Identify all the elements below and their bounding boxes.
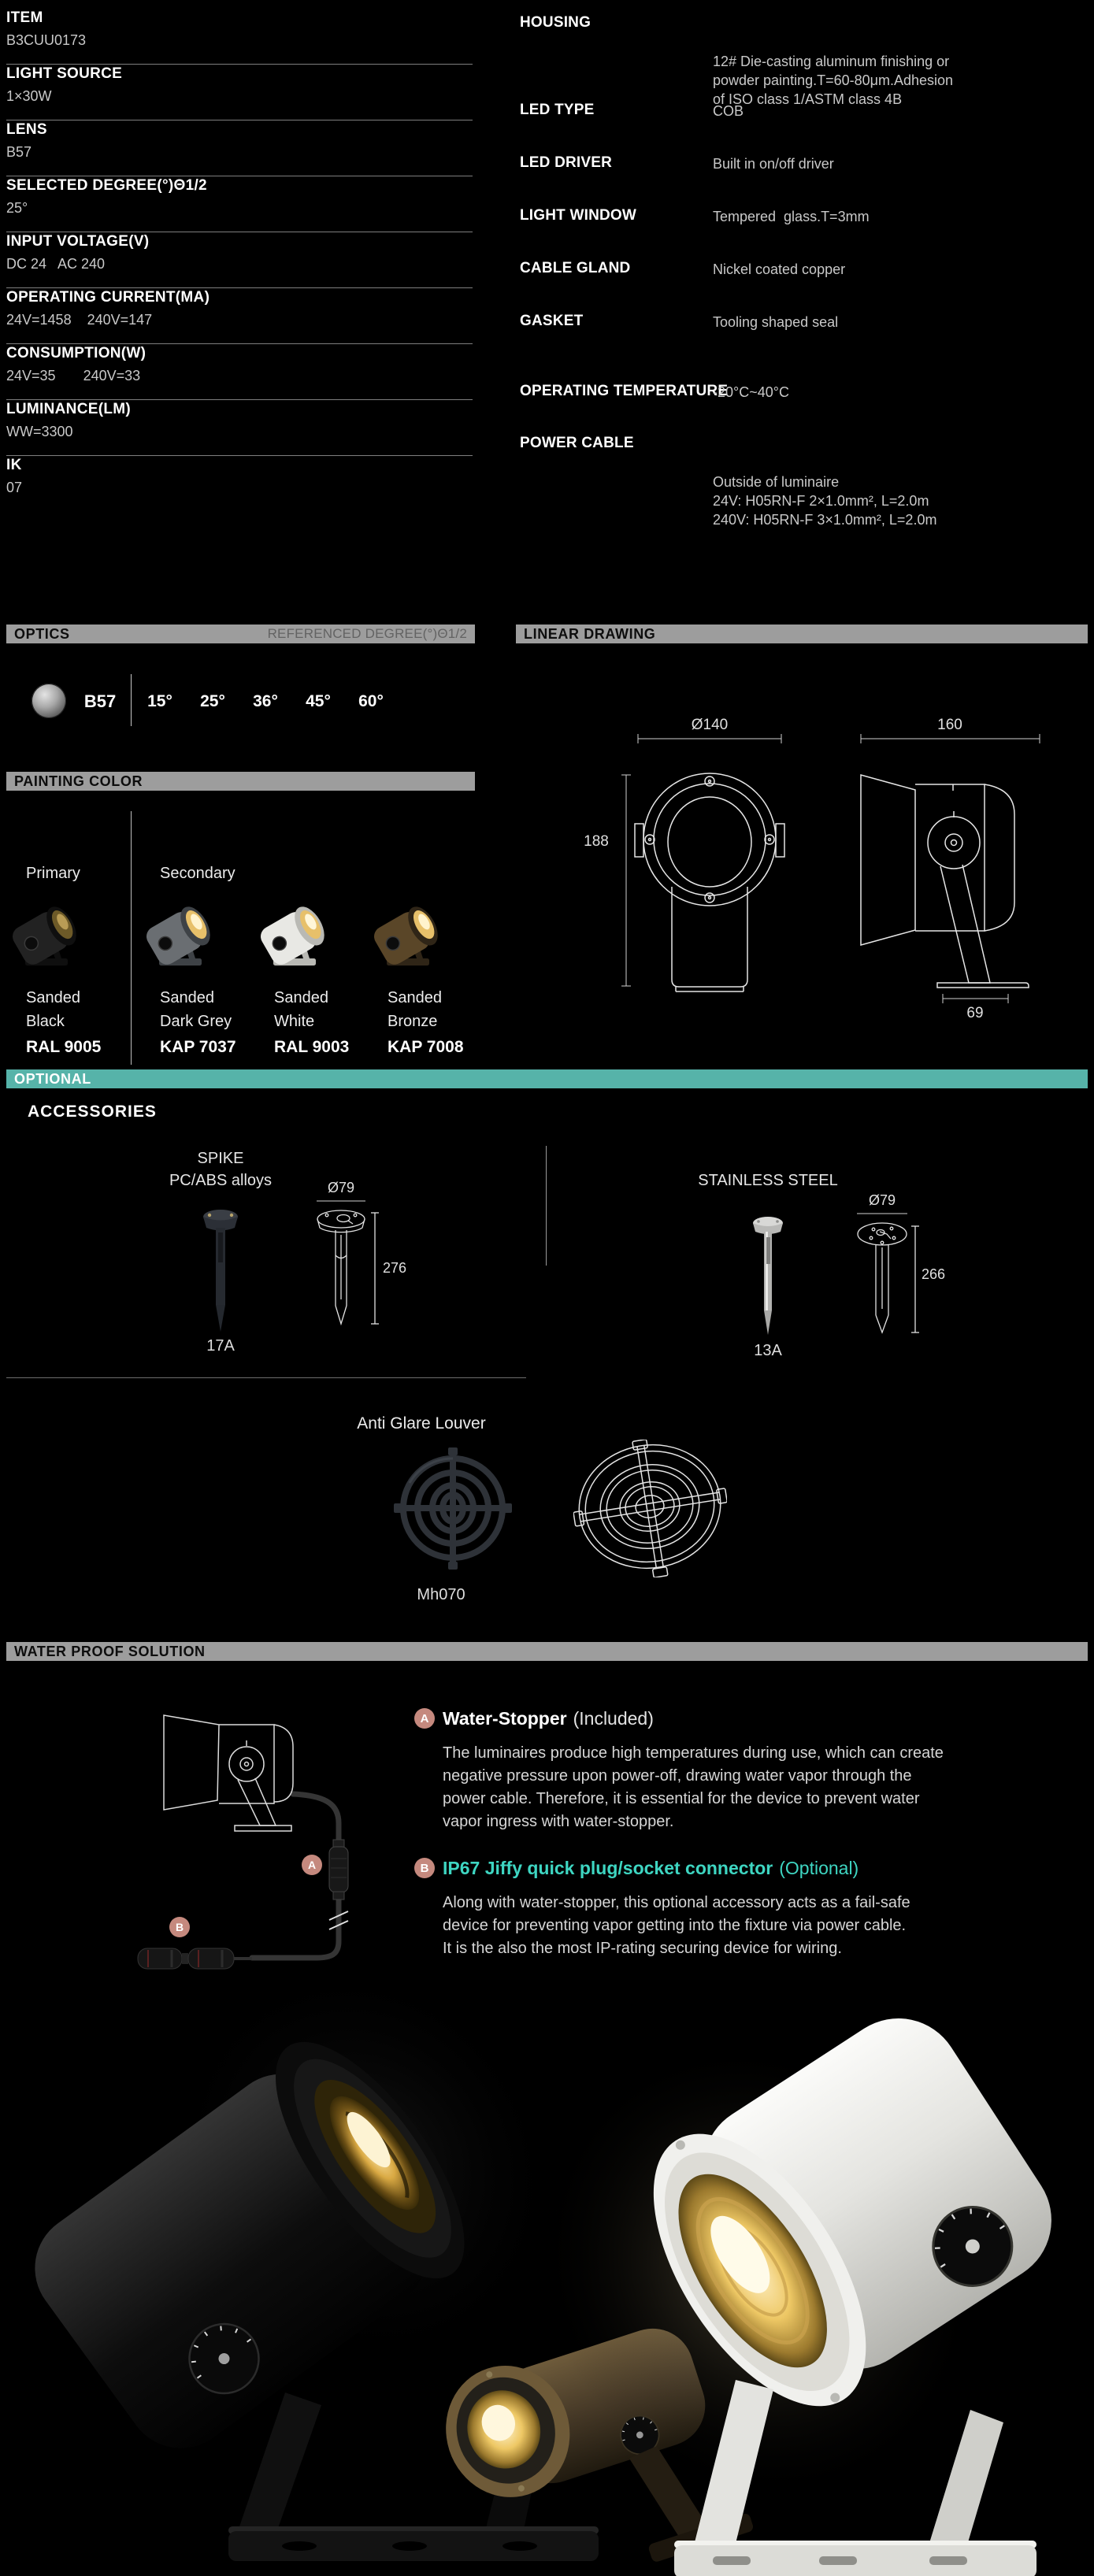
spike-code: 17A (206, 1337, 235, 1355)
spec-row-luminance (6, 399, 473, 456)
spec-label: OPERATING CURRENT(MA) (6, 289, 210, 306)
spec-value: Built in on/off driver (713, 156, 834, 172)
spec-label: POWER CABLE (520, 435, 634, 451)
louver-divider-line (6, 1377, 526, 1378)
spec-row-selected-degree (6, 176, 473, 232)
spec-label: OPERATING TEMPERATURE (520, 383, 729, 399)
water-stopper (329, 1840, 348, 1900)
spike-photo (201, 1207, 240, 1337)
sanded-dark-grey-product-image (140, 892, 227, 979)
paint-code: KAP 7008 (388, 1038, 464, 1056)
spike-drawing (306, 1180, 416, 1341)
anti-glare-louver-name: Anti Glare Louver (357, 1414, 486, 1433)
spec-label: LIGHT WINDOW (520, 207, 637, 224)
paint-name: Sanded White (274, 989, 328, 1030)
spec-label: GASKET (520, 313, 584, 329)
stainless-spike-photo (751, 1215, 785, 1341)
spec-row-input-voltage (6, 232, 473, 288)
painting-color-section-header (6, 772, 475, 791)
anti-glare-louver-photo (394, 1447, 512, 1570)
painting-color-title: PAINTING COLOR (14, 773, 143, 789)
spike-diameter-dim: Ø79 (327, 1180, 355, 1195)
stainless-height-dim: 266 (922, 1266, 946, 1282)
accessories-title: ACCESSORIES (28, 1103, 157, 1121)
badge-b: B (414, 1858, 435, 1878)
spec-value: 1×30W (6, 88, 52, 104)
dim-side-width: 160 (937, 717, 962, 733)
spec-label: LIGHT SOURCE (6, 65, 123, 82)
spike-material: PC/ABS alloys (169, 1172, 273, 1189)
linear-drawing-title: LINEAR DRAWING (524, 625, 656, 642)
front-view-drawing (635, 773, 784, 991)
linear-drawing-figure (543, 709, 1063, 1024)
spec-value: B57 (6, 144, 32, 160)
spec-row-consumption (6, 343, 473, 400)
dim-front-diameter: Ø140 (691, 717, 729, 733)
spec-label: LENS (6, 121, 47, 138)
spec-row-lens (6, 120, 473, 176)
dim-front-height: 188 (584, 833, 609, 850)
water-stopper-heading: Water-Stopper (Included) (443, 1708, 654, 1729)
waterproof-section-header (6, 1642, 1088, 1661)
sanded-bronze-product-image (368, 892, 454, 979)
anti-glare-louver-drawing (573, 1440, 727, 1577)
fixture-outline (164, 1715, 293, 1831)
linear-drawing-section-header (516, 625, 1088, 643)
painting-divider (131, 811, 132, 1065)
paint-name: Sanded Dark Grey (160, 989, 232, 1030)
paint-code: RAL 9003 (274, 1038, 350, 1056)
spec-label: LED TYPE (520, 102, 595, 118)
spec-value: 24V=35 240V=33 (6, 368, 141, 384)
spec-value: Tempered glass.T=3mm (713, 209, 870, 224)
secondary-group-label: Secondary (160, 865, 235, 882)
lens-photo-icon (32, 684, 66, 718)
optics-degree-option: 60° (358, 692, 384, 710)
spec-label: ITEM (6, 9, 43, 26)
optics-degree-option: 15° (147, 692, 172, 710)
sanded-black-product-image (6, 892, 93, 979)
spec-label: LUMINANCE(LM) (6, 401, 131, 417)
paint-name: Sanded Bronze (388, 989, 442, 1030)
product-photos (0, 1992, 1094, 2576)
waterproof-diagram (102, 1685, 394, 1977)
spike-name: SPIKE (197, 1150, 244, 1167)
spec-value: 24V=1458 240V=147 (6, 312, 153, 328)
water-stopper-paragraph: The luminaires produce high temperatures during use, which can create negative pressure upon power-off, drawing water vapor through the power cable. Therefore, it is essential for the device to prevent water vapor ingress with water-stopper. (443, 1744, 944, 1830)
paint-code: KAP 7037 (160, 1038, 236, 1056)
stainless-code: 13A (754, 1342, 782, 1359)
spec-value: -20°C~40°C (713, 384, 789, 400)
optional-title: OPTIONAL (14, 1070, 91, 1087)
ip67-connector-heading: IP67 Jiffy quick plug/socket connector (Optional) (443, 1858, 859, 1878)
accessories-divider (546, 1146, 547, 1266)
stainless-drawing (836, 1191, 951, 1348)
spec-label: LED DRIVER (520, 154, 613, 171)
svg-text:B: B (175, 1921, 184, 1933)
waterproof-title: WATER PROOF SOLUTION (14, 1643, 206, 1659)
spec-row-light-source (6, 64, 473, 120)
optics-section-header (6, 625, 475, 643)
quick-connector-photo (138, 1948, 252, 1969)
optics-title: OPTICS (14, 625, 70, 642)
spec-value: 12# Die-casting aluminum finishing or powder painting.T=60-80μm.Adhesion of ISO class 1/ASTM class 4B (713, 54, 954, 107)
spec-label: IK (6, 457, 22, 473)
badge-a: A (414, 1708, 435, 1729)
spec-value: Nickel coated copper (713, 261, 846, 277)
svg-text:A: A (307, 1859, 317, 1871)
spec-label: INPUT VOLTAGE(V) (6, 233, 150, 250)
primary-group-label: Primary (26, 865, 80, 882)
optics-lens-code: B57 (83, 691, 117, 711)
optics-degree-option: 25° (200, 692, 225, 710)
sanded-white-product-image (254, 892, 341, 979)
spec-value: Tooling shaped seal (713, 314, 839, 330)
ip67-connector-paragraph: Along with water-stopper, this optional accessory acts as a fail-safe device for preventing vapor getting into the fixture via power cable. It is the also the most IP-rating securing device for wiring. (443, 1894, 910, 1957)
optional-section-header (6, 1069, 1088, 1088)
stainless-steel-name: STAINLESS STEEL (698, 1172, 838, 1189)
spec-value: DC 24 AC 240 (6, 256, 106, 272)
louver-code: Mh070 (417, 1586, 465, 1603)
spec-row-operating-current (6, 287, 473, 344)
spec-row-item (6, 8, 473, 65)
spec-label: SELECTED DEGREE(°)Θ1/2 (6, 177, 207, 194)
optics-degree-option: 36° (253, 692, 278, 710)
spec-value: B3CUU0173 (6, 32, 87, 48)
spec-label: CONSUMPTION(W) (6, 345, 146, 361)
spec-value: 07 (6, 480, 23, 495)
optics-referenced-degree-label: REFERENCED DEGREE(°)Θ1/2 (267, 626, 467, 641)
paint-code: RAL 9005 (26, 1038, 102, 1056)
optics-degree-option: 45° (306, 692, 331, 710)
spec-value: Outside of luminaire 24V: H05RN-F 2×1.0mm², L=2.0m 240V: H05RN-F 3×1.0mm², L=2.0m (713, 474, 937, 528)
side-view-drawing (861, 775, 1029, 988)
spec-label: CABLE GLAND (520, 260, 631, 276)
white-spotlight-photo (451, 1992, 1094, 2576)
dim-side-base: 69 (966, 1005, 984, 1021)
spec-value: COB (713, 103, 744, 119)
optics-divider (131, 674, 132, 726)
spec-value: 25° (6, 200, 28, 216)
paint-name: Sanded Black (26, 989, 80, 1030)
spec-value: WW=3300 (6, 424, 73, 439)
spec-row-ik (6, 455, 473, 511)
spec-label: HOUSING (520, 14, 592, 31)
stainless-diameter-dim: Ø79 (868, 1192, 896, 1208)
spike-height-dim: 276 (383, 1260, 407, 1276)
power-cable-line (252, 1794, 339, 1958)
